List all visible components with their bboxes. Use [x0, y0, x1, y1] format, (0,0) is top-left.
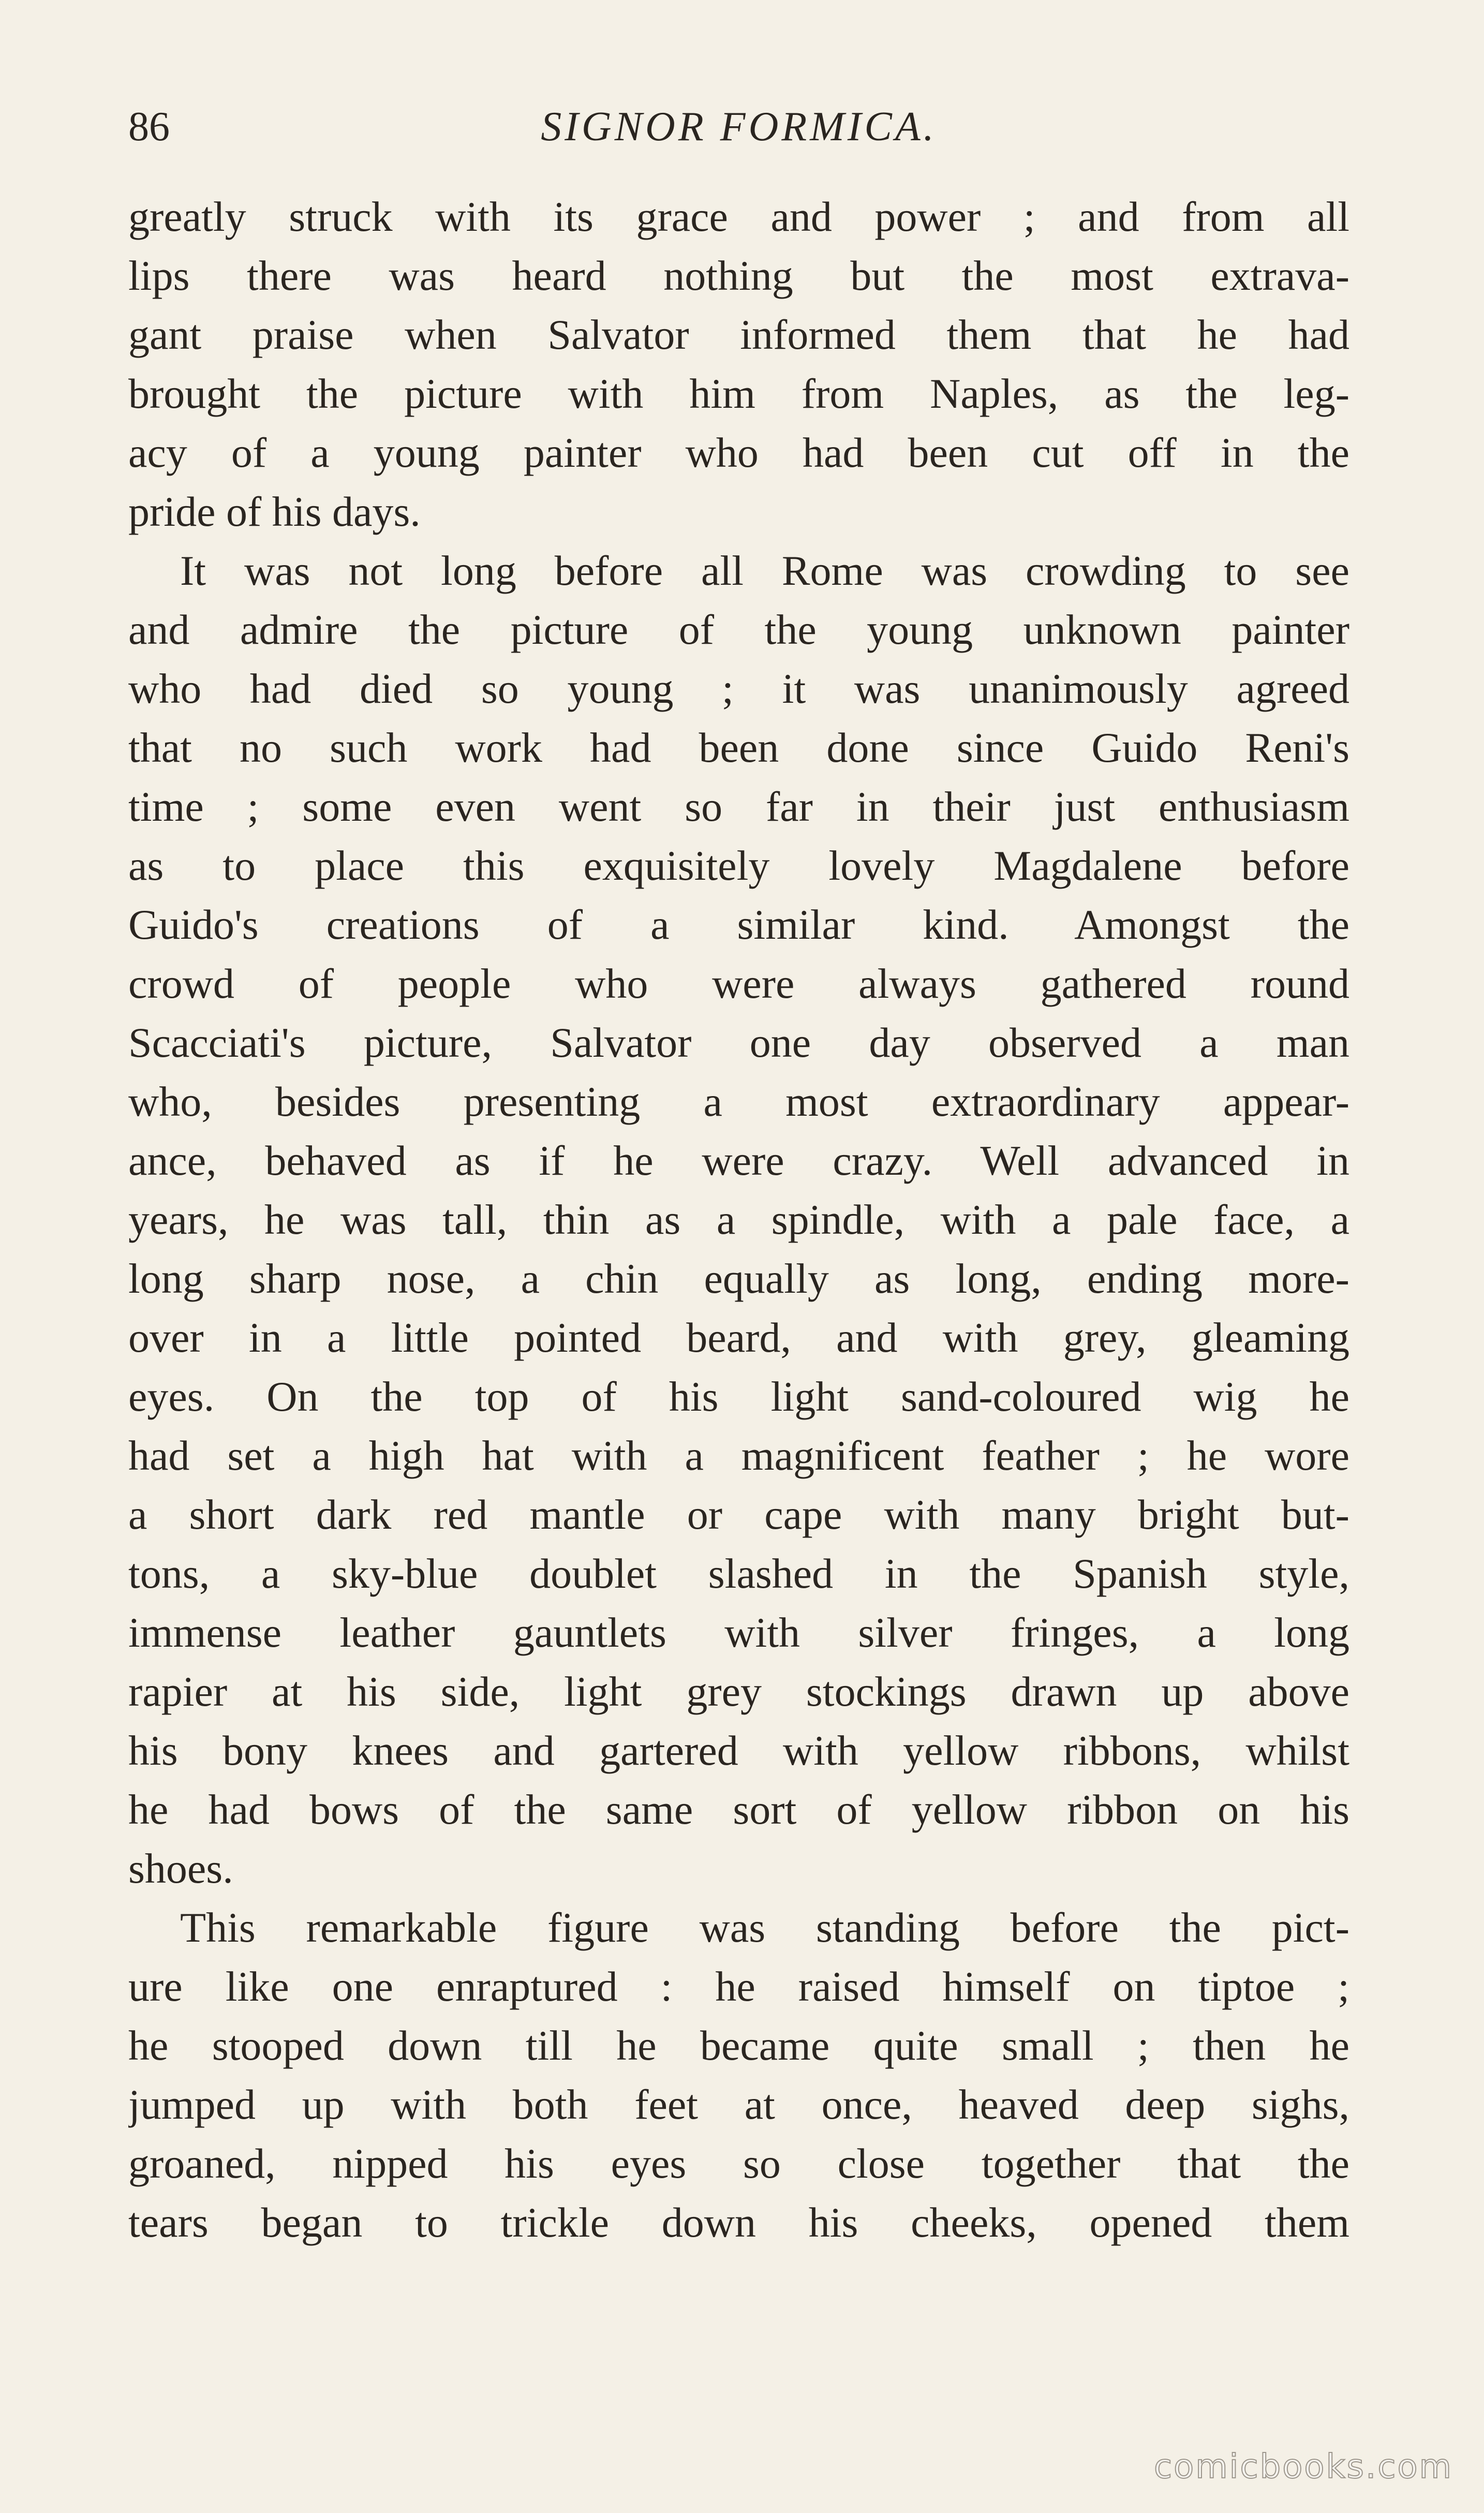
text-line: immense leather gauntlets with silver fringes, a long [128, 1609, 1349, 1656]
text-line: that no such work had been done since Guido Reni's [128, 724, 1349, 771]
text-line: years, he was tall, thin as a spindle, with a pale face, a [128, 1196, 1349, 1243]
text-line: pride of his days. [128, 488, 421, 535]
watermark: comicbooks.com [1153, 2448, 1453, 2486]
text-line: rapier at his side, light grey stockings drawn up above [128, 1668, 1349, 1715]
text-line: he had bows of the same sort of yellow ribbon on his [128, 1786, 1349, 1833]
text-line: jumped up with both feet at once, heaved deep sighs, [128, 2081, 1349, 2128]
page-number: 86 [128, 104, 170, 150]
text-line: over in a little pointed beard, and with grey, gleaming [128, 1314, 1349, 1361]
text-line: time ; some even went so far in their just enthusiasm [128, 783, 1349, 830]
running-title: SIGNOR FORMICA. [541, 104, 937, 150]
text-line: his bony knees and gartered with yellow ribbons, whilst [128, 1727, 1349, 1774]
text-line: Guido's creations of a similar kind. Amongst the [128, 901, 1349, 948]
text-line: shoes. [128, 1845, 233, 1892]
text-line: ance, behaved as if he were crazy. Well advanced in [128, 1137, 1349, 1184]
text-line: groaned, nipped his eyes so close together that the [128, 2140, 1349, 2187]
text-line: crowd of people who were always gathered round [128, 960, 1349, 1007]
text-line: tears began to trickle down his cheeks, opened them [128, 2199, 1349, 2246]
text-line: acy of a young painter who had been cut off in the [128, 429, 1349, 476]
text-line: long sharp nose, a chin equally as long, ending more- [128, 1255, 1349, 1302]
text-line: tons, a sky-blue doublet slashed in the Spanish style, [128, 1550, 1349, 1597]
text-line: he stooped down till he became quite small ; then he [128, 2022, 1349, 2069]
text-line: brought the picture with him from Naples, as the leg- [128, 370, 1349, 417]
text-line: had set a high hat with a magnificent feather ; he wore [128, 1432, 1349, 1479]
text-line: and admire the picture of the young unknown painter [128, 606, 1349, 653]
page-header [128, 98, 1349, 155]
text-line: as to place this exquisitely lovely Magdalene before [128, 842, 1349, 889]
body-text [128, 187, 1349, 2252]
text-line: Scacciati's picture, Salvator one day observed a man [128, 1019, 1349, 1066]
text-line: eyes. On the top of his light sand-coloured wig he [128, 1373, 1349, 1420]
text-line: ure like one enraptured : he raised himself on tiptoe ; [128, 1963, 1349, 2010]
text-line: a short dark red mantle or cape with many bright but- [128, 1491, 1349, 1538]
text-line: It was not long before all Rome was crowding to see [180, 547, 1349, 594]
text-line: This remarkable figure was standing before the pict- [180, 1904, 1349, 1951]
text-line: lips there was heard nothing but the most extrava- [128, 252, 1349, 299]
text-line: who, besides presenting a most extraordinary appear- [128, 1078, 1349, 1125]
text-line: gant praise when Salvator informed them that he had [128, 311, 1349, 358]
text-line: greatly struck with its grace and power ; and from all [128, 193, 1349, 240]
text-line: who had died so young ; it was unanimously agreed [128, 665, 1349, 712]
